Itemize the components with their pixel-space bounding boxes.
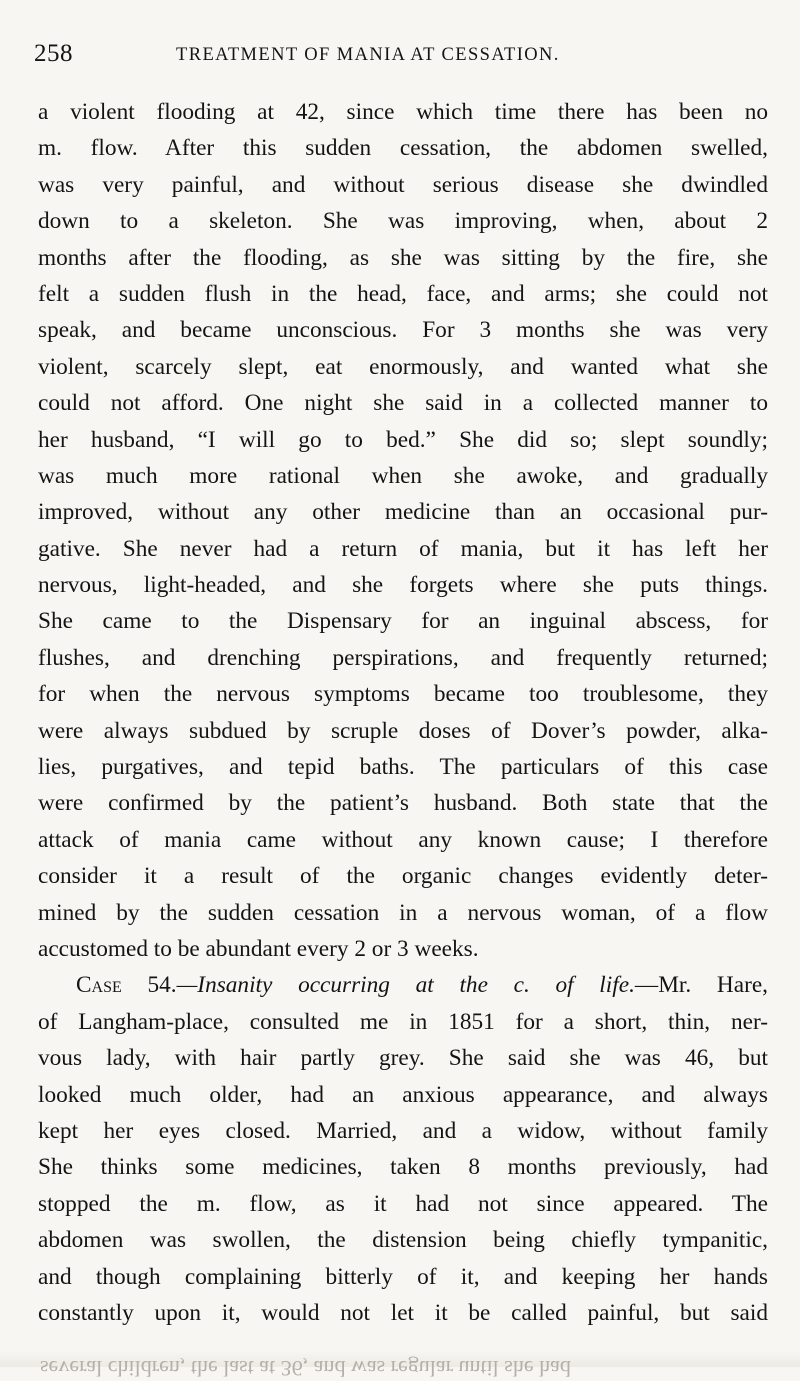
text-line: a violent flooding at 42, since which time there has been no [38,99,768,125]
text-line: vous lady, with hair partly grey. She said she was 46, but [38,1045,768,1072]
case-heading-line [38,967,768,1003]
page-header [34,38,764,78]
text-line: mined by the sudden cessation in a nervous woman, of a flow [38,899,768,926]
text-line: could not afford. One night she said in a collected manner to [38,390,768,417]
running-title: TREATMENT OF MANIA AT CESSATION. [176,45,560,65]
body-text [38,94,768,1331]
paragraph-case-54 [38,967,768,1331]
text-line: flushes, and drenching perspirations, and frequently returned; [38,644,768,671]
text-line: her husband, “I will go to bed.” She did so; slept soundly; [38,426,768,453]
text-line: stopped the m. flow, as it had not since appeared. The [38,1190,768,1217]
text-line: attack of mania came without any known cause; I therefore [38,826,768,853]
text-line: was much more rational when she awoke, and gradually [38,462,768,489]
text-line: and though complaining bitterly of it, and keeping her hands [38,1263,768,1290]
bleed-through-text: several children, the last at 36, and was regular until she had [40,1356,571,1381]
text-line: violent, scarcely slept, eat enormously, and wanted what she [38,353,768,380]
text-line: accustomed to be abundant every 2 or 3 weeks. [38,935,479,962]
text-line: was very painful, and without serious disease she dwindled [38,171,768,198]
text-line: nervous, light-headed, and she forgets where she puts things. [38,572,768,599]
case-label: Case 54. [76,972,177,999]
paragraph-case-53-continued [38,94,768,967]
text-line: consider it a result of the organic changes evidently deter- [38,863,768,890]
text-line: were confirmed by the patient’s husband. Both state that the [38,790,768,817]
text-line: She thinks some medicines, taken 8 months previously, had [38,1154,768,1181]
text-line: gative. She never had a return of mania, but it has left her [38,535,768,562]
text-line: months after the flooding, as she was sitting by the fire, she [38,244,768,271]
text-segment: —Mr. Hare, [634,972,768,999]
text-line: kept her eyes closed. Married, and a widow, without family [38,1117,768,1144]
text-line: down to a skeleton. She was improving, when, about 2 [38,208,768,235]
text-line: of Langham-place, consulted me in 1851 for a short, thin, ner- [38,1008,768,1035]
text-line: lies, purgatives, and tepid baths. The particulars of this case [38,754,768,781]
text-line: improved, without any other medicine than an occasional pur- [38,499,768,526]
text-line: speak, and became unconscious. For 3 months she was very [38,317,768,344]
text-line: for when the nervous symptoms became too troublesome, they [38,681,768,708]
text-line: m. flow. After this sudden cessation, the abdomen swelled, [38,135,768,162]
next-page-bleed [0,1351,800,1381]
text-line: were always subdued by scruple doses of Dover’s powder, alka- [38,717,768,744]
text-line: looked much older, had an anxious appearance, and always [38,1081,768,1108]
text-line: She came to the Dispensary for an inguinal abscess, for [38,608,768,635]
text-line: felt a sudden flush in the head, face, and arms; she could not [38,280,768,307]
text-line: constantly upon it, would not let it be called painful, but said [38,1299,768,1326]
text-line: abdomen was swollen, the distension being chiefly tympanitic, [38,1227,768,1254]
page-number: 258 [34,40,73,67]
case-title: —Insanity occurring at the c. of life. [176,972,635,999]
